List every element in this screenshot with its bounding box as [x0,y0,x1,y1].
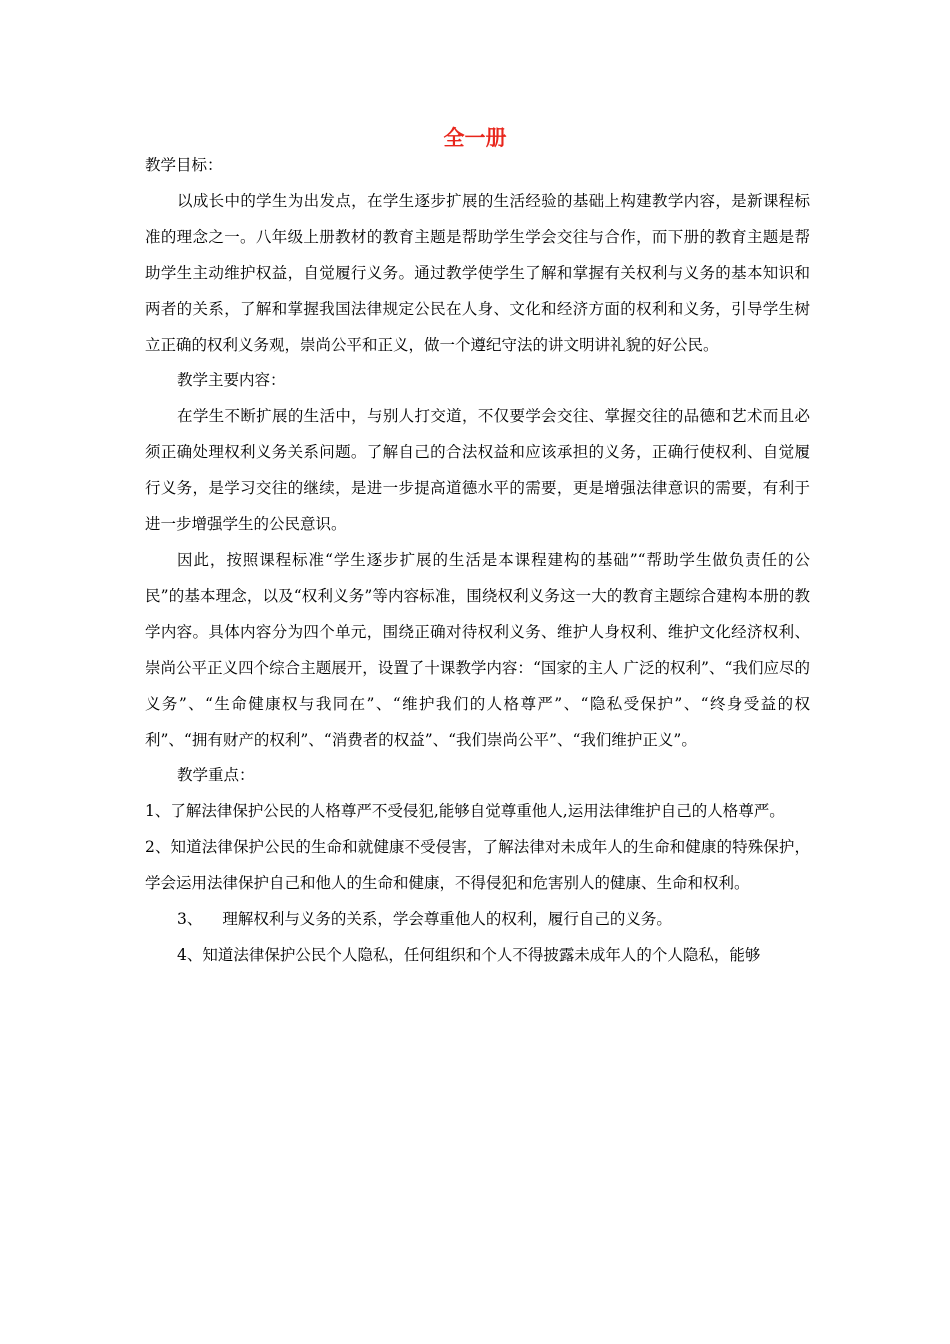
keypoint-1: 1、了解法律保护公民的人格尊严不受侵犯,能够自觉尊重他人,运用法律维护自己的人格尊严。 [145,802,785,821]
objectives-paragraph: 以成长中的学生为出发点，在学生逐步扩展的生活经验的基础上构建教学内容，是新课程标准的理念之一。八年级上册教材的教育主题是帮助学生学会交往与合作，而下册的教育主题是帮助学生主动维护权益，自觉履行义务。通过教学使学生了解和掌握有关权利与义务的基本知识和两者的关系，了解和掌握我国法律规定公民在人身、文化和经济方面的权利和义务，引导学生树立正确的权利义务观，崇尚公平和正义，做一个遵纪守法的讲文明讲礼貌的好公民。 [145,191,810,354]
keypoint-3 [145,902,810,938]
keypoint-3-text: 理解权利与义务的关系，学会尊重他人的权利，履行自己的义务。 [222,910,672,929]
keypoint-2: 2、知道法律保护公民的生命和就健康不受侵害，了解法律对未成年人的生命和健康的特殊保护，学会运用法律保护自己和他人的生命和健康，不得侵犯和危害别人的健康、生命和权利。 [145,838,810,893]
content-heading: 教学主要内容： [177,371,286,390]
document-body [145,148,810,974]
page-title: 全一册 [443,125,507,150]
content-paragraph-1: 在学生不断扩展的生活中，与别人打交道，不仅要学会交往、掌握交往的品德和艺术而且必须正确处理权利义务关系问题。了解自己的合法权益和应该承担的义务，正确行使权利、自觉履行义务，是学习交往的继续，是进一步提高道德水平的需要，更是增强法律意识的需要，有利于进一步增强学生的公民意识。 [145,407,810,534]
keypoint-3-number: 3、 [177,910,203,929]
keypoints-heading: 教学重点： [177,766,255,785]
keypoint-4: 4、知道法律保护公民个人隐私，任何组织和个人不得披露未成年人的个人隐私，能够 [177,945,761,964]
content-paragraph-2: 因此，按照课程标准“学生逐步扩展的生活是本课程建构的基础”“帮助学生做负责任的公民”的基本理念，以及“权利义务”等内容标准，围绕权利义务这一大的教育主题综合建构本册的教学内容。具体内容分为四个单元，围绕正确对待权利义务、维护人身权利、维护文化经济权利、崇尚公平正义四个综合主题展开，设置了十课教学内容：“国家的主人 广泛的权利”、“我们应尽的义务”、“生命健康权与我同在”、“维护我们的人格尊严”、“隐私受保护”、“终身受益的权利”、“拥有财产的权利”、“消费者的权益”、“我们崇尚公平”、“我们维护正义”。 [145,550,810,749]
objectives-heading: 教学目标： [145,156,223,174]
